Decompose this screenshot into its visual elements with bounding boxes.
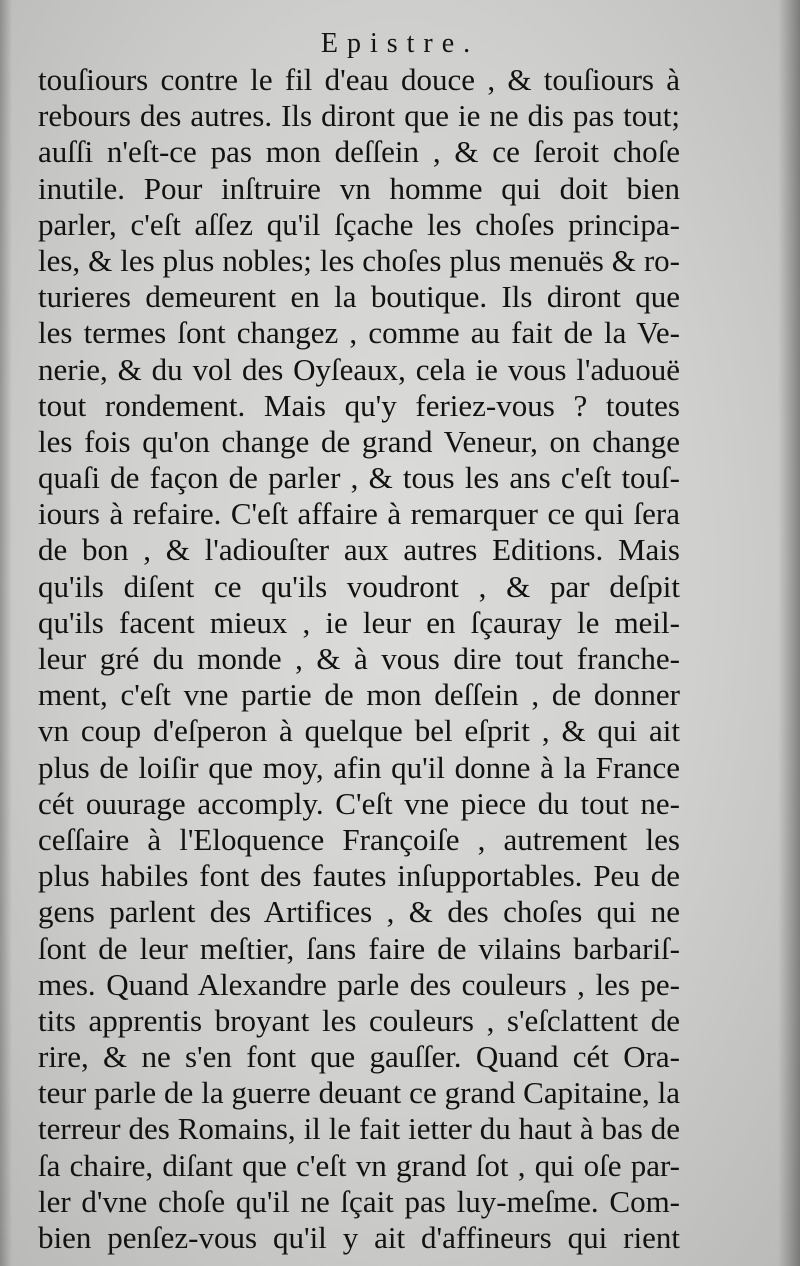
text-line: leur gré du monde , & à vous dire tout franche- [38,641,680,676]
text-line: parler, c'eſt aſſez qu'il ſçache les choſes principa- [38,206,680,242]
text-line: vn coup d'eſperon à quelque bel eſprit , & qui ait [38,713,680,749]
page-gutter-shadow [778,0,800,1266]
text-line: plus habiles font des fautes inſupportables. Peu de [38,858,680,894]
text-line: plus de loiſir que moy, afin qu'il donne à la France [38,749,680,785]
text-line: auſſi n'eſt-ce pas mon deſſein , & ce ſeroit choſe [38,134,680,170]
text-line: ſont de leur meſtier, ſans faire de vilains barbariſ- [38,930,680,966]
text-line: les, & les plus nobles; les choſes plus menuës & ro- [38,242,680,278]
text-line: mes. Quand Alexandre parle des couleurs , les pe- [38,966,680,1002]
text-line: rire, & ne s'en font que gauſſer. Quand cét Ora- [38,1039,680,1075]
text-line: gens parlent des Artifices , & des choſes qui ne [38,894,680,930]
text-line: quaſi de façon de parler , & tous les ans c'eſt touſ- [38,460,680,496]
page-left-shadow [0,0,12,1266]
text-line: cét ouurage accomply. C'eſt vne piece du tout ne- [38,785,680,821]
text-line: ceſſaire à l'Eloquence Françoiſe , autrement les [38,821,680,857]
text-line: nerie, & du vol des Oyſeaux, cela ie vous l'aduouë [38,351,680,387]
text-line: tits apprentis broyant les couleurs , s'eſclattent de [38,1002,680,1038]
body-text [38,62,680,1256]
text-line: qu'ils diſent ce qu'ils voudront , & par deſpit [38,568,680,604]
text-line: les termes ſont changez , comme au fait de la Ve- [38,315,680,351]
text-line: terreur des Romains, il le fait ietter du haut à bas de [38,1111,680,1147]
text-line: turieres demeurent en la boutique. Ils diront que [38,279,680,315]
text-line: qu'ils facent mieux , ie leur en ſçauray le meil- [38,604,680,640]
text-line: ler d'vne choſe qu'il ne ſçait pas luy-meſme. Com- [38,1183,680,1219]
running-head: Epistre. [320,28,480,59]
text-line: de bon , & l'adiouſter aux autres Editions. Mais [38,532,680,568]
text-line: inutile. Pour inſtruire vn homme qui doit bien [38,170,680,206]
text-line: ſa chaire, diſant que c'eſt vn grand ſot , qui oſe par- [38,1147,680,1183]
text-line: teur parle de la guerre deuant ce grand Capitaine, la [38,1075,680,1111]
text-line: les fois qu'on change de grand Veneur, on change [38,423,680,459]
text-line: tout rondement. Mais qu'y feriez-vous ? toutes [38,387,680,423]
text-line: ment, c'eſt vne partie de mon deſſein , de donner [38,677,680,713]
text-line: touſiours contre le fil d'eau douce , & touſiours à [38,62,680,97]
text-line: bien penſez-vous qu'il y ait d'affineurs qui rient [38,1220,680,1255]
text-line: rebours des autres. Ils diront que ie ne dis pas tout; [38,98,680,134]
text-line: iours à refaire. C'eſt affaire à remarquer ce qui ſera [38,496,680,532]
